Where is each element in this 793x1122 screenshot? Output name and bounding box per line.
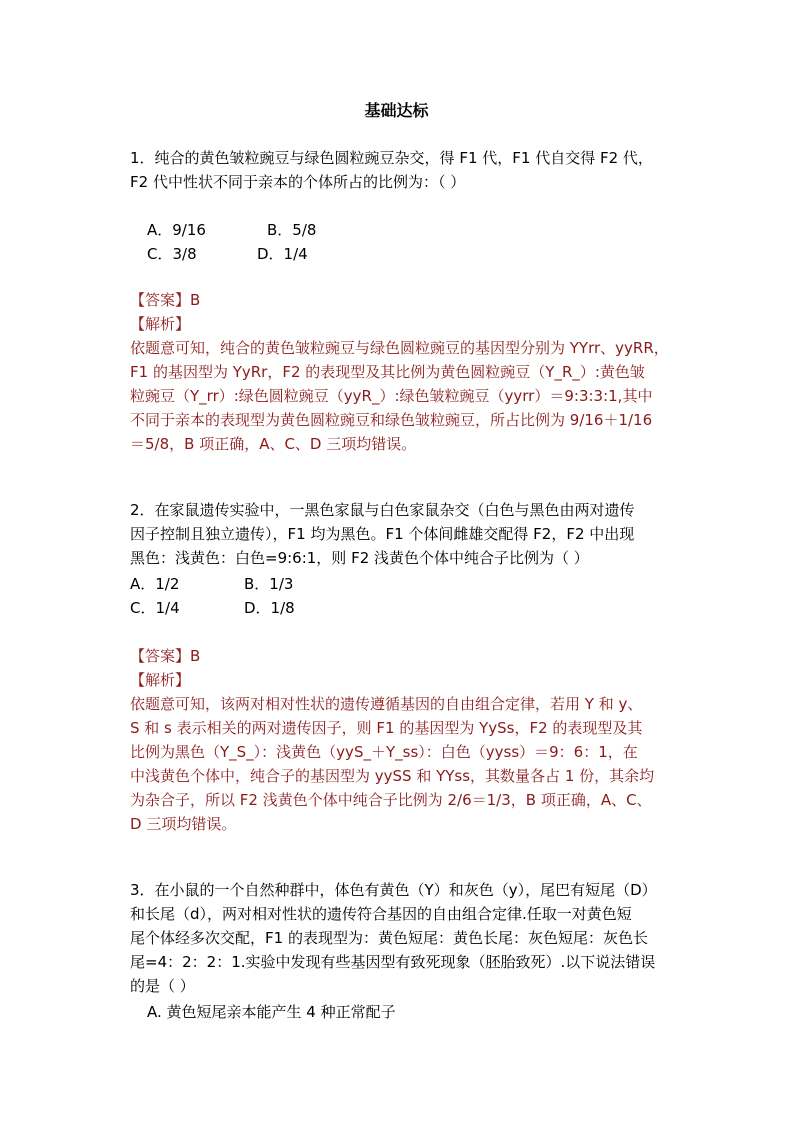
- q2-option-a: A．1/2: [130, 575, 180, 593]
- q2-analysis-line-5: 为杂合子，所以 F2 浅黄色个体中纯合子比例为 2/6＝1/3，B 项正确，A、C、: [130, 791, 652, 809]
- q3-stem-line-5: 的是（ ）: [130, 977, 195, 995]
- q1-analysis-label: 【解析】: [130, 315, 191, 333]
- q1-stem-line-1: 1．纯合的黄色皱粒豌豆与绿色圆粒豌豆杂交，得 F1 代，F1 代自交得 F2 代，: [130, 149, 653, 167]
- q2-option-d: D．1/8: [244, 599, 295, 617]
- q1-option-c: C．3/8: [147, 245, 197, 263]
- q1-answer: 【答案】B: [130, 291, 201, 309]
- q1-stem-line-2: F2 代中性状不同于亲本的个体所占的比例为：（ ）: [130, 173, 466, 191]
- q1-analysis-line-2: F1 的基因型为 YyRr，F2 的表现型及其比例为黄色圆粒豌豆（Y_R_）:黄色皱: [130, 363, 645, 381]
- q2-stem-line-1: 2．在家鼠遗传实验中，一黑色家鼠与白色家鼠杂交（白色与黑色由两对遗传: [130, 501, 635, 519]
- q2-analysis-line-3: 比例为黑色（Y_S_）：浅黄色（yyS_＋Y_ss）：白色（yyss）＝9：6：1，在: [130, 743, 638, 761]
- q1-analysis-line-3: 粒豌豆（Y_rr）:绿色圆粒豌豆（yyR_）:绿色皱粒豌豆（yyrr）＝9:3:3:1,其中: [130, 387, 653, 405]
- q1-analysis-line-5: ＝5/8，B 项正确，A、C、D 三项均错误。: [130, 435, 417, 453]
- q1-option-d: D．1/4: [257, 245, 308, 263]
- q2-analysis-line-6: D 三项均错误。: [130, 815, 237, 833]
- q2-stem-line-3: 黑色：浅黄色：白色=9:6:1，则 F2 浅黄色个体中纯合子比例为（ ）: [130, 549, 589, 567]
- q1-option-a: A．9/16: [147, 221, 206, 239]
- q2-analysis-label: 【解析】: [130, 671, 191, 689]
- q3-option-a: A. 黄色短尾亲本能产生 4 种正常配子: [147, 1003, 396, 1021]
- q2-option-b: B．1/3: [244, 575, 294, 593]
- q2-option-c: C．1/4: [130, 599, 180, 617]
- q2-stem-line-2: 因子控制且独立遗传），F1 均为黑色。F1 个体间雌雄交配得 F2，F2 中出现: [130, 525, 635, 543]
- q3-stem-line-2: 和长尾（d），两对相对性状的遗传符合基因的自由组合定律.任取一对黄色短: [130, 905, 632, 923]
- q2-analysis-line-4: 中浅黄色个体中，纯合子的基因型为 yySS 和 YYss，其数量各占 1 份，其余均: [130, 767, 655, 785]
- q3-stem-line-3: 尾个体经多次交配，F1 的表现型为：黄色短尾：黄色长尾：灰色短尾：灰色长: [130, 929, 648, 947]
- page-title: 基础达标: [364, 101, 429, 120]
- q1-analysis-line-4: 不同于亲本的表现型为黄色圆粒豌豆和绿色皱粒豌豆，所占比例为 9/16＋1/16: [130, 411, 653, 429]
- q2-answer: 【答案】B: [130, 647, 201, 665]
- q3-stem-line-1: 3．在小鼠的一个自然种群中，体色有黄色（Y）和灰色（y），尾巴有短尾（D）: [130, 881, 657, 899]
- q1-option-b: B．5/8: [267, 221, 317, 239]
- q2-analysis-line-2: S 和 s 表示相关的两对遗传因子，则 F1 的基因型为 YySs，F2 的表现型及其: [130, 719, 643, 737]
- q2-analysis-line-1: 依题意可知，该两对相对性状的遗传遵循基因的自由组合定律，若用 Y 和 y、: [130, 695, 643, 713]
- q1-analysis-line-1: 依题意可知，纯合的黄色皱粒豌豆与绿色圆粒豌豆的基因型分别为 YYrr、yyRR，: [130, 339, 669, 357]
- q3-stem-line-4: 尾=4：2：2：1.实验中发现有些基因型有致死现象（胚胎致死）.以下说法错误: [130, 953, 656, 971]
